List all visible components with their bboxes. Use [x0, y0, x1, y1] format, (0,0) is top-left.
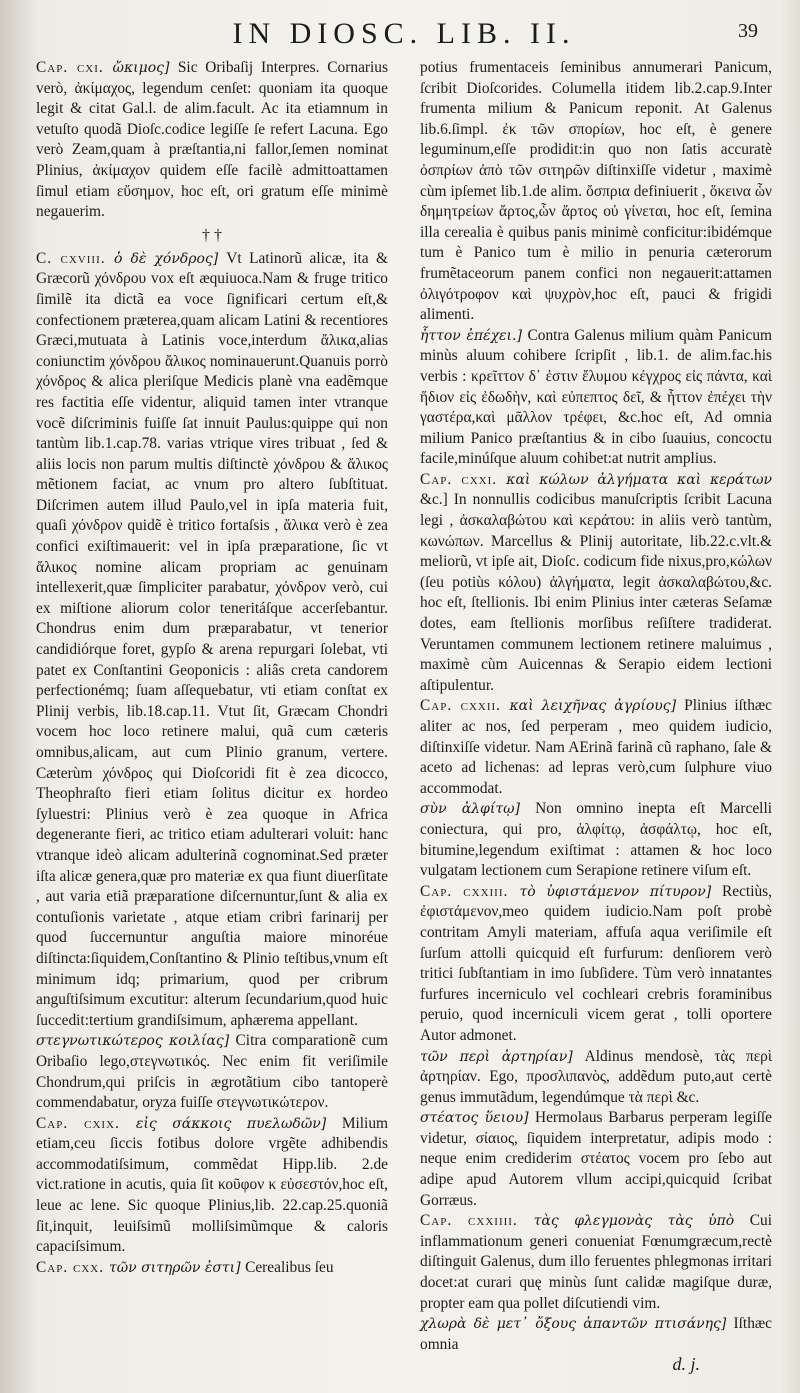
chapter-reference: Cap. cxxii. [420, 697, 510, 715]
commentary-text: Non omnino inepta eſt Marcelli coniectura, qui pro, ἀλφίτῳ, ἀσφάλτῳ, hoc eſt, bitumine,legendum exiſtimat : attamen & hoc loco vulgatam lectionem cum Serapione retinere viſum eſt. [420, 800, 772, 880]
chapter-reference: Cap. cxxiii. [420, 882, 520, 900]
separator-mark: † † [202, 226, 222, 244]
page-number: 39 [738, 20, 758, 42]
commentary-text: Vt Latinorũ alicæ, ita & Græcorũ χόνδρου vox eſt æquiuoca.Nam & fruge tritico ſimilẽ ita dictã ea voce ſignificari certum eſt,& confectionem præterea,quam alicam Latini & recentiores Græci,mutuata à Latinis voce,interdum ἄλικα,alias coniunctim χόνδρου ἄλικος nominauerunt.Quanuis porrò χόνδρος & alica pleriſque Medicis planè vna eadẽmque res factitia eſſe videntur, aliquid tamen inter vtranque vocẽ diſcriminis fuiſſe ſat innuit Paulus:quippe qui non tantùm lib.1.cap.78. varias vtrique vires tribuat , ſed & aliis locis non parum multis diſtinctè χόνδρου & ἄλικος mẽtionem faciat, ac vnum pro altero ſubſtituat. Diſcrimen autem illud Paulo,vel in ipſa materia fuit, quaſi χόνδρον quidẽ è tritico fortaſsis , ἄλικα verò è zea confici exiſtimauerit: vel in ipſa præparatione, ſic vt ἄλικος nomine alicam propriam ac genuinam intellexerit,quæ ſimpliciter parabatur, χόνδρον verò, cui ex miſtione aliorum color teneritáſque accerſebantur. Chondrus enim dum præparabatur, vt tenerior candidiórque foret, gypſo & arena repurgari ſolebat, vti patet ex Conſtantini Geoponicis : aliâs creta candorem perfectionémq; ſuam aſſequebatur, vti etiam conſtat ex Plinij verbis, lib.18.cap.11. Vtut ſit, Græcam Chondri vocem hoc loco retinere malui, quã cum cæteris omnibus,alicam, aut cum Plinio granum, vertere. Cæterùm χόνδρος qui Dioſcoridi fit è zea dicocco, Theophraſto fieri etiam ſolitus dicitur ex hordeo ſyluestri: Plinius verò è zea quoque in Africa degenerante fieri, ac tritico etiam adulterari voluit: hanc vtranque ideò alicam adulterinã cognominat.Sed præter iſta alicæ genera,quæ pro materiæ ex qua fiunt diuerſitate , aut varia etiã præparatione diſcernuntur,ſunt & alia ex contuſionis varietate , atque etiam cribri farinarij per quod ſuccernuntur anguſtia maiore minoréue diſtincta:ſiquidem,Conſtantino & Plinio teſtibus,vnum eſt minimum idq; primarium, quod per cribrum anguſtiſsimum excutitur: alterum ſecundarium,quod huic ſuccedit:tertium grandiſsimum, aphærema appellant. [36, 249, 388, 1029]
commentary-entry [36, 58, 388, 223]
commentary-entry [420, 882, 772, 1047]
commentary-entry [420, 1108, 772, 1211]
two-column-body [36, 58, 772, 1355]
greek-lemma: ἧττον ἐπέχει.] [420, 327, 528, 344]
left-column [36, 58, 388, 1355]
commentary-entry [420, 470, 772, 697]
page-header [36, 14, 772, 54]
commentary-entry [420, 326, 772, 470]
greek-lemma: στέατος ὕειου] [420, 1110, 535, 1127]
greek-lemma: χλωρὰ δὲ μετ᾽ ὄξους ἀπαντῶν πτισάνης] [420, 1316, 734, 1333]
commentary-entry [36, 1258, 388, 1279]
greek-lemma: σὺν ἀλφίτῳ] [420, 801, 536, 818]
commentary-text: potius frumentaceis ſeminibus annumerari Panicum, ſcribit Dioſcorides. Columella itidem lib.2.cap.9.Inter frumenta milium & Panicum reponit. At Galenus lib.6.ſimpl. ἐκ τῶν σπορίων, hoc eſt, è genere leguminum,eſſe prodidit:in quo non ſatis accuratè ὀσπρίων ἀπὸ τῶν σιτηρῶν diſtinxiſſe videtur , maximè cùm ipſemet lib.1.de alim. ὄσπρια definiuerit , ὅκεινα ὧν δημητρείων ἄρτος,ὧν ἄρτος οὐ γίνεται, hoc eſt, ſemina illa cerealia è quibus panis minimè conficitur:ibidémque tum è Panico tum è milio in penuria cæterorum frumẽtaceorum panem confici non negauerit:attamen ὀλιγότροφον καὶ ψυχρὸν,hoc eſt, pauci & frigidi alimenti. [420, 59, 772, 324]
commentary-text: Hermolaus Barbarus perperam legiſſe videtur, σίαιος, ſiquidem interpretatur, adipis modo : neque enim crediderim στέατος vocem pro ſebo aut adipe apud Autorem vllum accipi,quicquid ſcribat Gorræus. [420, 1109, 772, 1209]
signature-mark: d. j. [672, 1354, 700, 1374]
commentary-text: Cui inflammationum generi conueniat Fœnumgræcum,rectè diſtinguit Galenus, dum illo feruentes phlegmonas irritari docet:at curari quę minùs ſunt calidæ magiſque duræ, propter eam qua pollet diſcutiendi vim. [420, 1212, 772, 1312]
commentary-entry [36, 249, 388, 1032]
greek-lemma: τῶν σιτηρῶν ἐστι] [108, 1259, 246, 1276]
greek-lemma: τῶν περὶ ἀρτηρίαν] [420, 1048, 585, 1065]
commentary-entry [420, 1047, 772, 1109]
chapter-reference: Cap. cxi. [36, 59, 113, 76]
greek-lemma: τὸ ὑφιστάμενον πίτυρον] [519, 883, 722, 900]
greek-lemma: καὶ κώλων ἀλγήματα καὶ κεράτων [506, 471, 772, 488]
commentary-text: &c.] In nonnullis codicibus manuſcriptis ſcribit Lacuna legi , ἀσκαλαβώτου καὶ κεράτου: in aliis verò tantùm, κωνώπων. Marcellus & Plinij autoritate, lib.22.c.vlt.& meliorũ, vt ipſe ait, Dioſc. codicum fide nixus,pro,κώλων (ſeu potiùs κόλου) ἀλγήματα, legit ἀσκαλαβώτου,&c. hoc eſt, ſtellionis. Ibi enim Plinius inter cæteras Seſamæ dotes, eam ſtellionis morſibus reſiſtere tradiderat. Veruntamen communem lectionem retinere maluimus , maximè cùm Auicennas & Serapio eidem lectioni aſtipulentur. [420, 491, 772, 694]
commentary-text: Plinius iſthæc aliter ac nos, ſed perperam , meo quidem iudicio, diſtinxiſſe videtur. Nam AErinã farinã cũ raphano, ſale & aceto ad lichenas: ad lepras verò,cum ſulphure viuo accommodat. [420, 697, 772, 797]
commentary-text: Sic Oribaſij Interpres. Cornarius verò, ἀκίμαχος, legendum cenſet: quoniam ita quoque legit & citat Gal.l. de alim.facult. Ac ita etiamnum in vetuſto quodã Dioſc.codice legiſſe ſe refert Lacuna. Ego verò Zeam,quam à præſtantia,ni fallor,ſemen nominat Plinius, ἀκίμαχον quidem eſſe facilè admittoattamen ſimul etiam εὔσημον, hoc eſt, ori gratum eſſe minimè negauerim. [36, 59, 388, 221]
greek-lemma: στεγνωτικώτερος κοιλίας] [36, 1033, 236, 1050]
commentary-entry [420, 1211, 772, 1314]
chapter-reference: Cap. cxix. [36, 1114, 136, 1132]
commentary-text: Milium etiam,ceu ſiccis fotibus dolore vrgẽte adhibendis accommodatiſsimum, commẽdat Hipp.lib. 2.de vict.ratione in acutis, quia ſit κοῦφον κ εὐσεστόν,hoc eſt, leue ac lene. Sic quoque Plinius,lib. 22.cap.25.quoniã ſit,inquit, leuiſsimũ molliſsimũmque & caloris capaciſsimum. [36, 1114, 388, 1256]
greek-lemma: τὰς φλεγμονὰς τὰς ὑπὸ [533, 1213, 750, 1230]
commentary-text: Rectiùs, ἐφιστάμενον,meo quidem iudicio.Nam poſt probè contritam Amyli materiam, affuſa aqua veriſimile eſt ſurſum attolli quicquid eſt furfurum: denſiorem verò tritici ſubſtantiam in imo ſubſidere. Tùm verò innatantes furfures incerniculo vel cochleari crebris foraminibus peruio, quod incerniculi vicem gerat , tolli oportere Autor admonet. [420, 882, 772, 1044]
commentary-text: Cerealibus ſeu [245, 1258, 334, 1276]
commentary-entry [420, 696, 772, 799]
commentary-entry [420, 58, 772, 326]
chapter-reference: Cap. cxxiiii. [420, 1212, 534, 1230]
commentary-entry [420, 799, 772, 881]
commentary-entry [420, 1314, 772, 1355]
commentary-entry [36, 1031, 388, 1113]
commentary-text: Contra Galenus milium quàm Panicum minùs aluum cohibere ſcripſit , lib.1. de alim.fac.his verbis : κρεῖττον δ᾽ ἐστιν ἔλυμου κέγχρος εἰς πάντα, καὶ ἥδιον εἰς ἐδωδὴν, καὶ εὐπεπτος δεῖ, & ἧττον ἐπέχει τὴν γαστέρα,καὶ μᾶλλον τρέφει, &c.hoc eſt, Ad omnia milium Panico præſtantius & in cibo ſuauius, concoctu facile,minúſque aluum cohibet:at nutrit amplius. [420, 326, 772, 468]
greek-lemma: καὶ λειχῆνας ἀγρίους] [509, 698, 685, 715]
chapter-reference: Cap. cxx. [36, 1258, 109, 1276]
chapter-reference: C. cxviii. [36, 249, 115, 267]
commentary-text: Iſthæc omnia [420, 1315, 772, 1353]
greek-lemma: ὁ δὲ χόνδρος] [114, 250, 227, 267]
greek-lemma: ὤκιμος] [112, 60, 178, 76]
commentary-text: Citra comparationẽ cum Oribaſio lego,στεγνωτικός. Nec enim fit veriſimile Chondrum,qui priſcis in ægrotãtium cibo tantoperè commendabatur, oryza fuiſſe στεγνωτικώτερον. [36, 1032, 388, 1112]
commentary-entry [36, 1114, 388, 1258]
chapter-reference: Cap. cxxi. [420, 470, 507, 488]
greek-lemma: εἰς σάκκοις πυελωδῶν] [135, 1115, 342, 1132]
right-column [420, 58, 772, 1355]
running-head: IN DIOSC. LIB. II. [232, 17, 576, 50]
commentary-text: Aldinus mendosè, τὰς περὶ ἀρτηρίαν. Ego, προσλιπανὸς, addẽdum puto,aut certè genus immutãdum, legendúmque τὰ περὶ &c. [420, 1047, 772, 1106]
